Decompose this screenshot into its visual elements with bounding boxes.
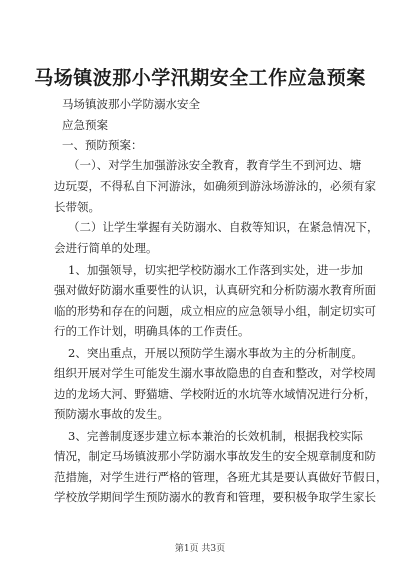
paragraph-line: 组织开展对学生可能发生溺水事故隐患的自查和整改，对学校周 [54, 366, 376, 380]
subtitle-line-1: 马场镇波那小学防溺水安全 [62, 97, 200, 111]
paragraph-line: （一）、对学生加强游泳安全教育，教育学生不到河边、塘 [68, 158, 362, 172]
subtitle-line-2: 应急预案 [62, 118, 108, 132]
paragraph-line: 范措施，对学生进行严格的管理，各班尤其是要认真做好节假日， [54, 470, 388, 484]
paragraph-line: 3、完善制度逐步建立标本兼治的长效机制，根据我校实际 [68, 429, 363, 443]
paragraph-line: 长带领。 [54, 200, 100, 214]
paragraph-line: 边的龙场大河、野猫塘、学校附近的水坑等水域情况进行分析， [54, 387, 376, 401]
paragraph-line: 边玩耍，不得私自下河游泳，如确须到游泳场游泳的，必须有家 [54, 179, 376, 193]
page-footer: 第1页 共3页 [174, 544, 226, 554]
paragraph-line: 预防溺水事故的发生。 [54, 407, 169, 421]
paragraph-line: 情况，制定马场镇波那小学防溺水事故发生的安全规章制度和防 [54, 449, 376, 463]
paragraph-line: 行的工作计划，明确具体的工作责任。 [54, 324, 250, 338]
paragraph-line: 2、突出重点，开展以预防学生溺水事故为主的分析制度。 [68, 346, 363, 360]
document-title: 马场镇波那小学汛期安全工作应急预案 [34, 67, 366, 89]
section-heading: 一、预防预案： [62, 138, 143, 152]
paragraph-line: （二）让学生掌握有关防溺水、自救等知识，在紧急情况下， [68, 220, 379, 234]
paragraph-line: 1、加强领导，切实把学校防溺水工作落到实处，进一步加 [68, 263, 363, 277]
paragraph-line: 学校放学期间学生预防溺水的教育和管理，要积极争取学生家长 [54, 490, 376, 504]
paragraph-line: 会进行简单的处理。 [54, 241, 158, 255]
paragraph-line: 临的形势和存在的问题，成立相应的应急领导小组，制定切实可 [54, 304, 376, 318]
paragraph-line: 强对做好防溺水重要性的认识，认真研究和分析防溺水教育所面 [54, 283, 376, 297]
